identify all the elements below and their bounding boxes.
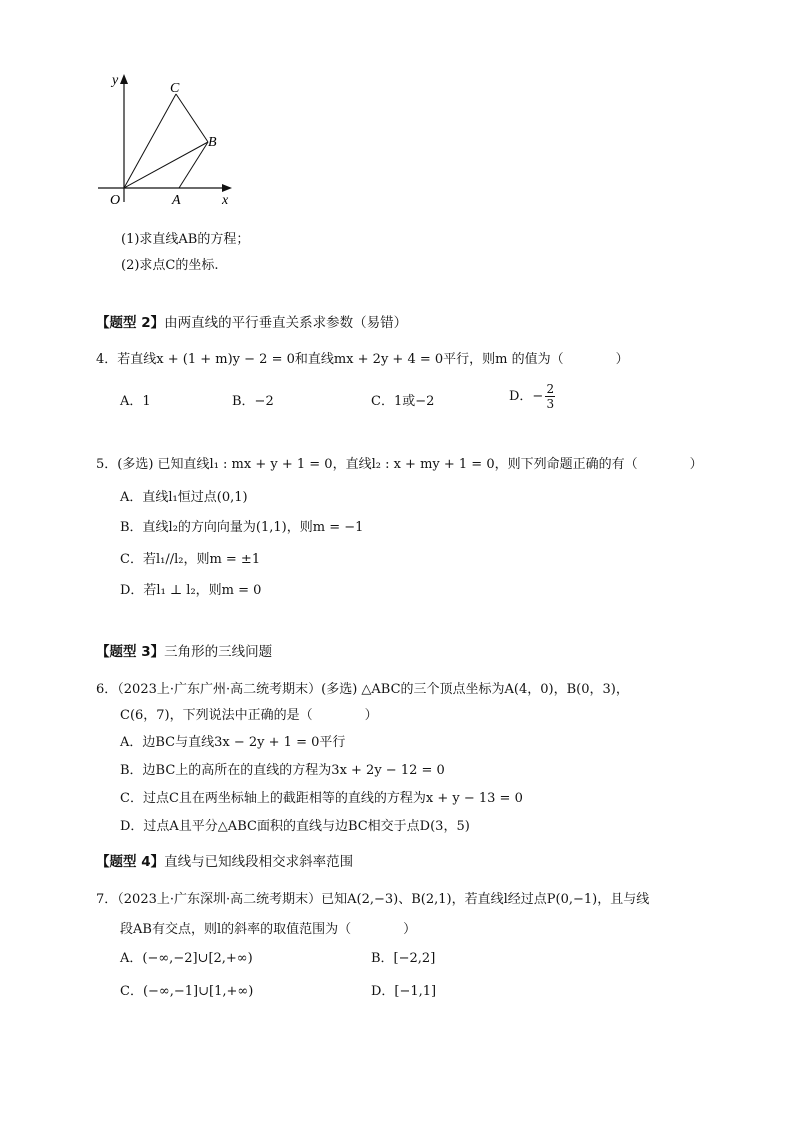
- fraction-numerator: 2: [546, 382, 555, 396]
- section-3-label: 题型 3: [109, 644, 151, 660]
- q6-option-b: B．边BC上的高所在的直线的方程为3x + 2y − 12 = 0: [120, 763, 445, 778]
- q3-part-1: (1)求直线AB的方程；: [121, 232, 250, 247]
- point-label-O: O: [110, 193, 121, 208]
- fraction-denominator: 3: [546, 397, 555, 411]
- q4-option-d-prefix: D．−: [509, 389, 544, 404]
- coordinate-figure: [90, 70, 250, 210]
- q5-option-a: A．直线l₁恒过点(0,1): [120, 490, 248, 505]
- q5-stem: 5．(多选) 已知直线l₁ : mx + y + 1 = 0，直线l₂ : x + my + 1 = 0，则下列命题正确的有（ ）: [96, 457, 703, 472]
- section-2-label: 题型 2: [109, 315, 151, 331]
- q6-option-c: C．过点C且在两坐标轴上的截距相等的直线的方程为x + y − 13 = 0: [120, 791, 523, 806]
- q7-option-a: A．(−∞,−2]∪[2,+∞): [120, 951, 253, 966]
- q4-option-c: C．1或−2: [371, 394, 435, 409]
- section-heading-2: [96, 311, 407, 331]
- section-3-bracket-close: 】: [150, 644, 165, 660]
- q6-stem-line-1: 6．（2023上·广东广州·高二统考期末）(多选) △ABC的三个顶点坐标为A(4，0)，B(0，3)，: [96, 682, 629, 697]
- q4-option-b: B．−2: [232, 394, 274, 409]
- q4-option-d-fraction: [545, 383, 555, 410]
- segment-CB: [176, 94, 208, 142]
- section-3-title: 三角形的三线问题: [164, 644, 273, 660]
- q4-option-a: A．1: [120, 394, 151, 409]
- section-2-bracket-close: 】: [150, 315, 165, 331]
- q4-option-d: [509, 383, 555, 410]
- point-label-A: A: [172, 193, 181, 208]
- q6-option-a: A．边BC与直线3x − 2y + 1 = 0平行: [120, 735, 346, 750]
- section-4-bracket-open: 【: [96, 854, 110, 870]
- q5-option-c: C．若l₁//l₂，则m = ±1: [120, 552, 261, 567]
- segment-AB: [179, 142, 208, 188]
- x-axis-arrow: [222, 184, 232, 192]
- q5-option-b: B．直线l₂的方向向量为(1,1)，则m = −1: [120, 520, 364, 535]
- q4-stem: 4．若直线x + (1 + m)y − 2 = 0和直线mx + 2y + 4 = 0平行，则m 的值为（ ）: [96, 352, 629, 367]
- x-axis-label: x: [222, 193, 229, 208]
- q6-option-d: D．过点A且平分△ABC面积的直线与边BC相交于点D(3，5): [120, 819, 470, 834]
- q3-part-2: (2)求点C的坐标.: [121, 258, 219, 273]
- q7-stem-line-1: 7．（2023上·广东深圳·高二统考期末）已知A(2,−3)、B(2,1)，若直线l经过点P(0,−1)，且与线: [96, 892, 650, 907]
- section-4-bracket-close: 】: [150, 854, 165, 870]
- q7-option-b: B．[−2,2]: [371, 951, 436, 966]
- section-2-title: 由两直线的平行垂直关系求参数（易错）: [164, 315, 408, 331]
- point-label-C: C: [170, 81, 180, 96]
- section-4-title: 直线与已知线段相交求斜率范围: [164, 854, 354, 870]
- q7-stem-line-2: 段AB有交点，则l的斜率的取值范围为（ ）: [120, 922, 417, 937]
- q5-option-d: D．若l₁ ⊥ l₂，则m = 0: [120, 583, 262, 598]
- y-axis-label: y: [112, 73, 119, 88]
- q7-option-d: D．[−1,1]: [371, 984, 437, 999]
- section-3-bracket-open: 【: [96, 644, 110, 660]
- section-heading-4: [96, 850, 353, 870]
- y-axis-arrow: [120, 74, 128, 84]
- section-2-bracket-open: 【: [96, 315, 110, 331]
- section-heading-3: [96, 640, 272, 660]
- section-4-label: 题型 4: [109, 854, 151, 870]
- point-label-B: B: [208, 135, 217, 150]
- q7-option-c: C．(−∞,−1]∪[1,+∞): [120, 984, 254, 999]
- q6-stem-line-2: C(6，7)，下列说法中正确的是（ ）: [120, 708, 378, 723]
